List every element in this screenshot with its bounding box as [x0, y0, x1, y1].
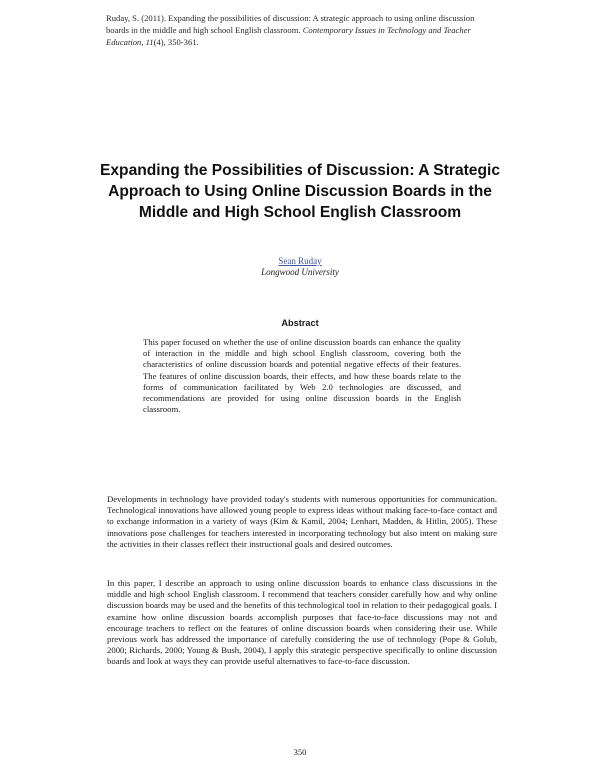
citation-issue-pages: (4), 350-361. — [153, 37, 199, 47]
abstract-heading: Abstract — [281, 318, 319, 328]
body-paragraph-1: Developments in technology have provided today's students with numerous opportunities for communication. Technological innovations have allowed young people to express ideas without making face-to-face contact and to exchange information in a variety of ways (Kim & Kamil, 2004; Lenhart, Madden, & Hitlin, 2005). These innovations pose challenges for teachers interested in incorporating technology but also intent on making sure the activities in their classes reflect their instructional goals and desired outcomes. — [107, 494, 497, 549]
citation-text: Ruday, S. (2011). Expanding the possibilities of discussion: A strategic approach to using online discussion boards in the middle and high school English classroom. — [106, 13, 475, 35]
citation-header — [106, 12, 486, 48]
paper-title: Expanding the Possibilities of Discussion: A Strategic Approach to Using Online Discussion Boards in the Middle and High School English Classroom — [99, 162, 501, 221]
citation-volume: , 11 — [141, 37, 154, 47]
page-number: 350 — [293, 747, 307, 757]
author-affiliation: Longwood University — [261, 267, 339, 277]
author-line — [0, 256, 600, 267]
abstract-body: This paper focused on whether the use of online discussion boards can enhance the quality of interaction in the middle and high school English classroom, covering both the characteristics of online discussion boards and potential negative effects of their features. The features of online discussion boards, their effects, and how these boards relate to the forms of communication facilitated by Web 2.0 technologies are discussed, and recommendations are provided for using online discussion boards in the English classroom. — [143, 337, 461, 415]
citation-journal: Contemporary Issues in Technology and Teacher Education — [106, 25, 471, 47]
author-name-link[interactable]: Sean Ruday — [278, 256, 322, 266]
body-paragraph-2: In this paper, I describe an approach to using online discussion boards to enhance class discussions in the middle and high school English classroom. I recommend that teachers consider carefully how and why online discussion boards may be used and the benefits of this technological tool in relation to their pedagogical goals. I examine how online discussion boards accomplish purposes that face-to-face discussions may not and encourage teachers to reflect on the features of online discussion boards when considering their use. While previous work has addressed the importance of carefully considering the use of technology (Pope & Golub, 2000; Richards, 2000; Young & Bush, 2004), I apply this strategic perspective specifically to online discussion boards and look at ways they can provide useful alternatives to face-to-face discussion. — [107, 578, 497, 667]
